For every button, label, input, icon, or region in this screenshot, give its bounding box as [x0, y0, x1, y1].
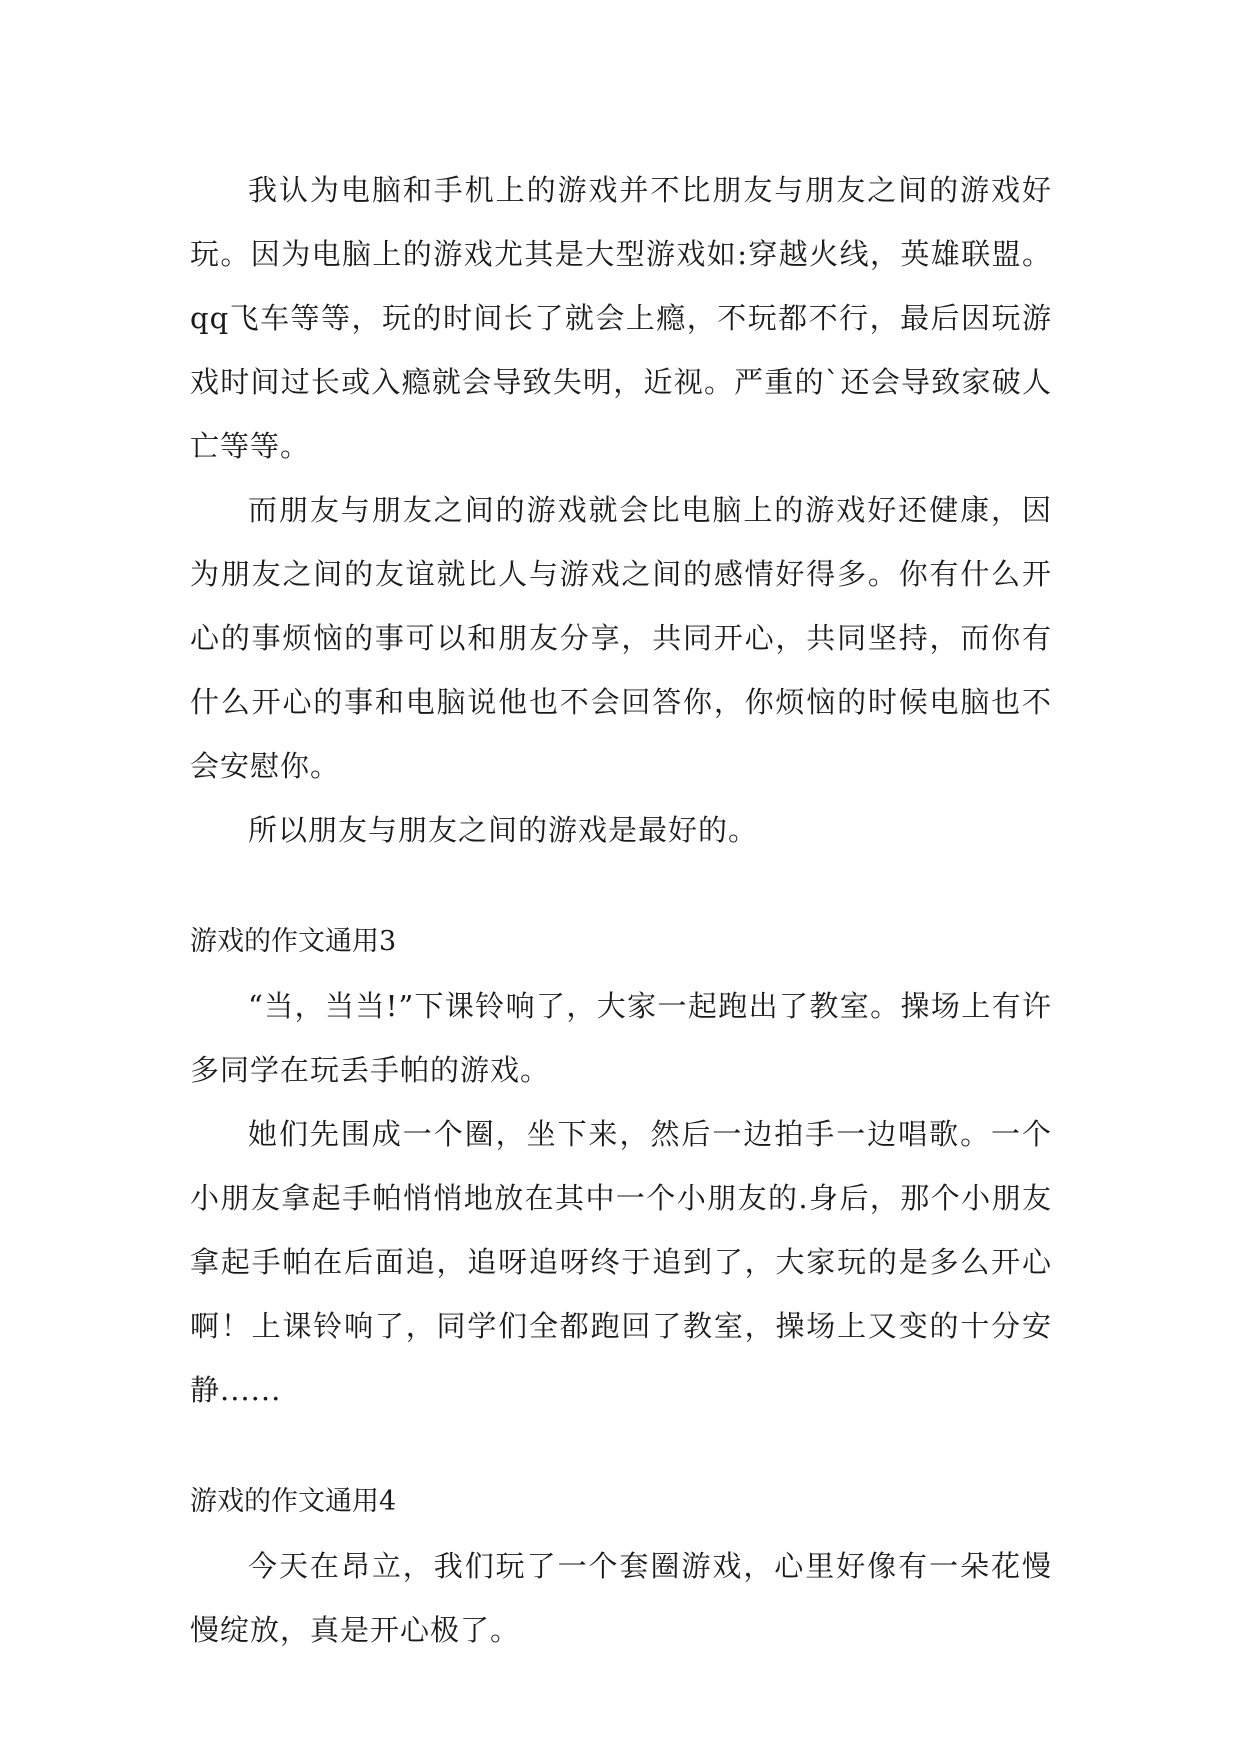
paragraph: 我认为电脑和手机上的游戏并不比朋友与朋友之间的游戏好玩。因为电脑上的游戏尤其是大型游戏如:穿越火线，英雄联盟。qq飞车等等，玩的时间长了就会上瘾，不玩都不行，最后因玩游戏时间过长或入瘾就会导致失明，近视。严重的`还会导致家破人亡等等。 [190, 173, 1052, 463]
section-title-3: 游戏的作文通用3 [190, 926, 397, 957]
document-body [190, 158, 1052, 1662]
paragraph: “当，当当!”下课铃响了，大家一起跑出了教室。操场上有许多同学在玩丢手帕的游戏。 [190, 989, 1052, 1087]
paragraph: 今天在昂立，我们玩了一个套圈游戏，心里好像有一朵花慢慢绽放，真是开心极了。 [190, 1549, 1052, 1647]
section-title-4: 游戏的作文通用4 [190, 1486, 397, 1517]
paragraph: 而朋友与朋友之间的游戏就会比电脑上的游戏好还健康，因为朋友之间的友谊就比人与游戏之间的感情好得多。你有什么开心的事烦恼的事可以和朋友分享，共同开心，共同坚持，而你有什么开心的事和电脑说他也不会回答你，你烦恼的时候电脑也不会安慰你。 [190, 493, 1052, 783]
paragraph: 她们先围成一个圈，坐下来，然后一边拍手一边唱歌。一个小朋友拿起手帕悄悄地放在其中一个小朋友的.身后，那个小朋友拿起手帕在后面追，追呀追呀终于追到了，大家玩的是多么开心啊！上课铃响了，同学们全都跑回了教室，操场上又变的十分安静...... [190, 1117, 1052, 1407]
paragraph: 所以朋友与朋友之间的游戏是最好的。 [248, 813, 759, 847]
